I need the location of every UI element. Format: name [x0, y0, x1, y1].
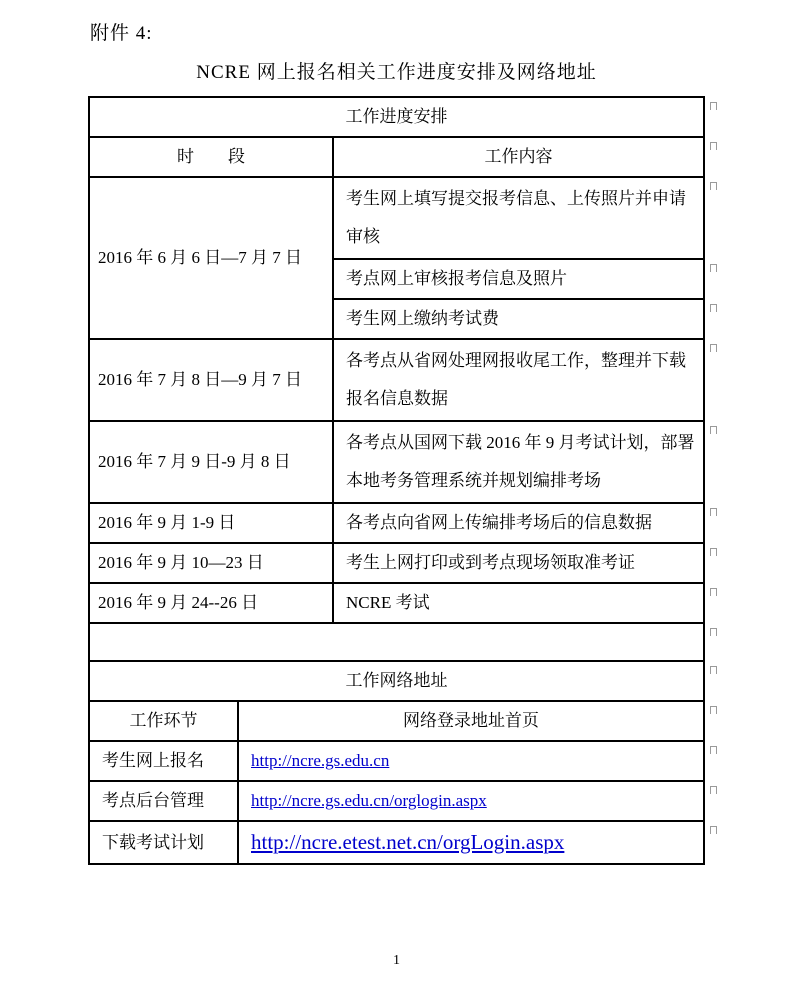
paragraph-mark-icon — [710, 628, 717, 636]
schedule-title-row — [89, 97, 704, 137]
column-header-url: 网络登录地址首页 — [238, 701, 704, 741]
addresses-table — [88, 660, 705, 865]
attachment-label: 附件 4: — [90, 23, 153, 44]
paragraph-mark-icon — [710, 786, 717, 794]
table-row — [89, 543, 704, 583]
period-cell: 2016 年 6 月 6 日—7 月 7 日 — [89, 177, 333, 339]
task-cell: 各考点向省网上传编排考场后的信息数据 — [333, 503, 704, 543]
table-row — [89, 583, 704, 623]
task-cell: 考生上网打印或到考点现场领取准考证 — [333, 543, 704, 583]
table-row — [89, 177, 704, 259]
table-row — [89, 781, 704, 821]
period-cell: 2016 年 9 月 10—23 日 — [89, 543, 333, 583]
table-row — [89, 421, 704, 503]
paragraph-mark-icon — [710, 182, 717, 190]
tables-container — [88, 96, 705, 865]
link-candidate-signup[interactable]: http://ncre.gs.edu.cn — [251, 751, 390, 770]
column-header-content: 工作内容 — [333, 137, 704, 177]
table-row — [89, 503, 704, 543]
paragraph-mark-icon — [710, 142, 717, 150]
table-row — [89, 821, 704, 864]
link-download-plan[interactable]: http://ncre.etest.net.cn/orgLogin.aspx — [251, 829, 565, 854]
period-cell: 2016 年 9 月 24--26 日 — [89, 583, 333, 623]
schedule-table-title: 工作进度安排 — [89, 97, 704, 137]
column-header-period: 时 段 — [89, 137, 333, 177]
paragraph-mark-icon — [710, 264, 717, 272]
empty-cell — [89, 623, 704, 661]
paragraph-mark-icon — [710, 304, 717, 312]
task-cell: 考点网上审核报考信息及照片 — [333, 259, 704, 299]
period-cell: 2016 年 9 月 1-9 日 — [89, 503, 333, 543]
page-title: NCRE 网上报名相关工作进度安排及网络地址 — [196, 62, 597, 83]
url-cell — [238, 781, 704, 821]
task-cell: 考生网上填写提交报考信息、上传照片并申请审核 — [333, 177, 704, 259]
period-cell: 2016 年 7 月 8 日—9 月 7 日 — [89, 339, 333, 421]
paragraph-mark-icon — [710, 826, 717, 834]
link-site-admin[interactable]: http://ncre.gs.edu.cn/orglogin.aspx — [251, 791, 487, 810]
step-cell: 下载考试计划 — [89, 821, 238, 864]
paragraph-mark-icon — [710, 548, 717, 556]
addresses-title-row — [89, 661, 704, 701]
schedule-table — [88, 96, 705, 662]
task-cell: 考生网上缴纳考试费 — [333, 299, 704, 339]
paragraph-mark-icon — [710, 426, 717, 434]
task-cell: NCRE 考试 — [333, 583, 704, 623]
period-cell: 2016 年 7 月 9 日-9 月 8 日 — [89, 421, 333, 503]
column-header-step: 工作环节 — [89, 701, 238, 741]
url-cell — [238, 741, 704, 781]
addresses-table-title: 工作网络地址 — [89, 661, 704, 701]
schedule-header-row — [89, 137, 704, 177]
paragraph-mark-icon — [710, 508, 717, 516]
paragraph-mark-icon — [710, 706, 717, 714]
step-cell: 考点后台管理 — [89, 781, 238, 821]
task-cell: 各考点从国网下载 2016 年 9 月考试计划，部署本地考务管理系统并规划编排考场 — [333, 421, 704, 503]
table-row — [89, 339, 704, 421]
paragraph-mark-icon — [710, 746, 717, 754]
paragraph-mark-icon — [710, 344, 717, 352]
table-row — [89, 741, 704, 781]
empty-spacer-row — [89, 623, 704, 661]
url-cell — [238, 821, 704, 864]
page-number: 1 — [393, 953, 400, 968]
step-cell: 考生网上报名 — [89, 741, 238, 781]
task-cell: 各考点从省网处理网报收尾工作，整理并下载报名信息数据 — [333, 339, 704, 421]
paragraph-mark-icon — [710, 666, 717, 674]
paragraph-mark-icon — [710, 588, 717, 596]
addresses-header-row — [89, 701, 704, 741]
paragraph-mark-icon — [710, 102, 717, 110]
